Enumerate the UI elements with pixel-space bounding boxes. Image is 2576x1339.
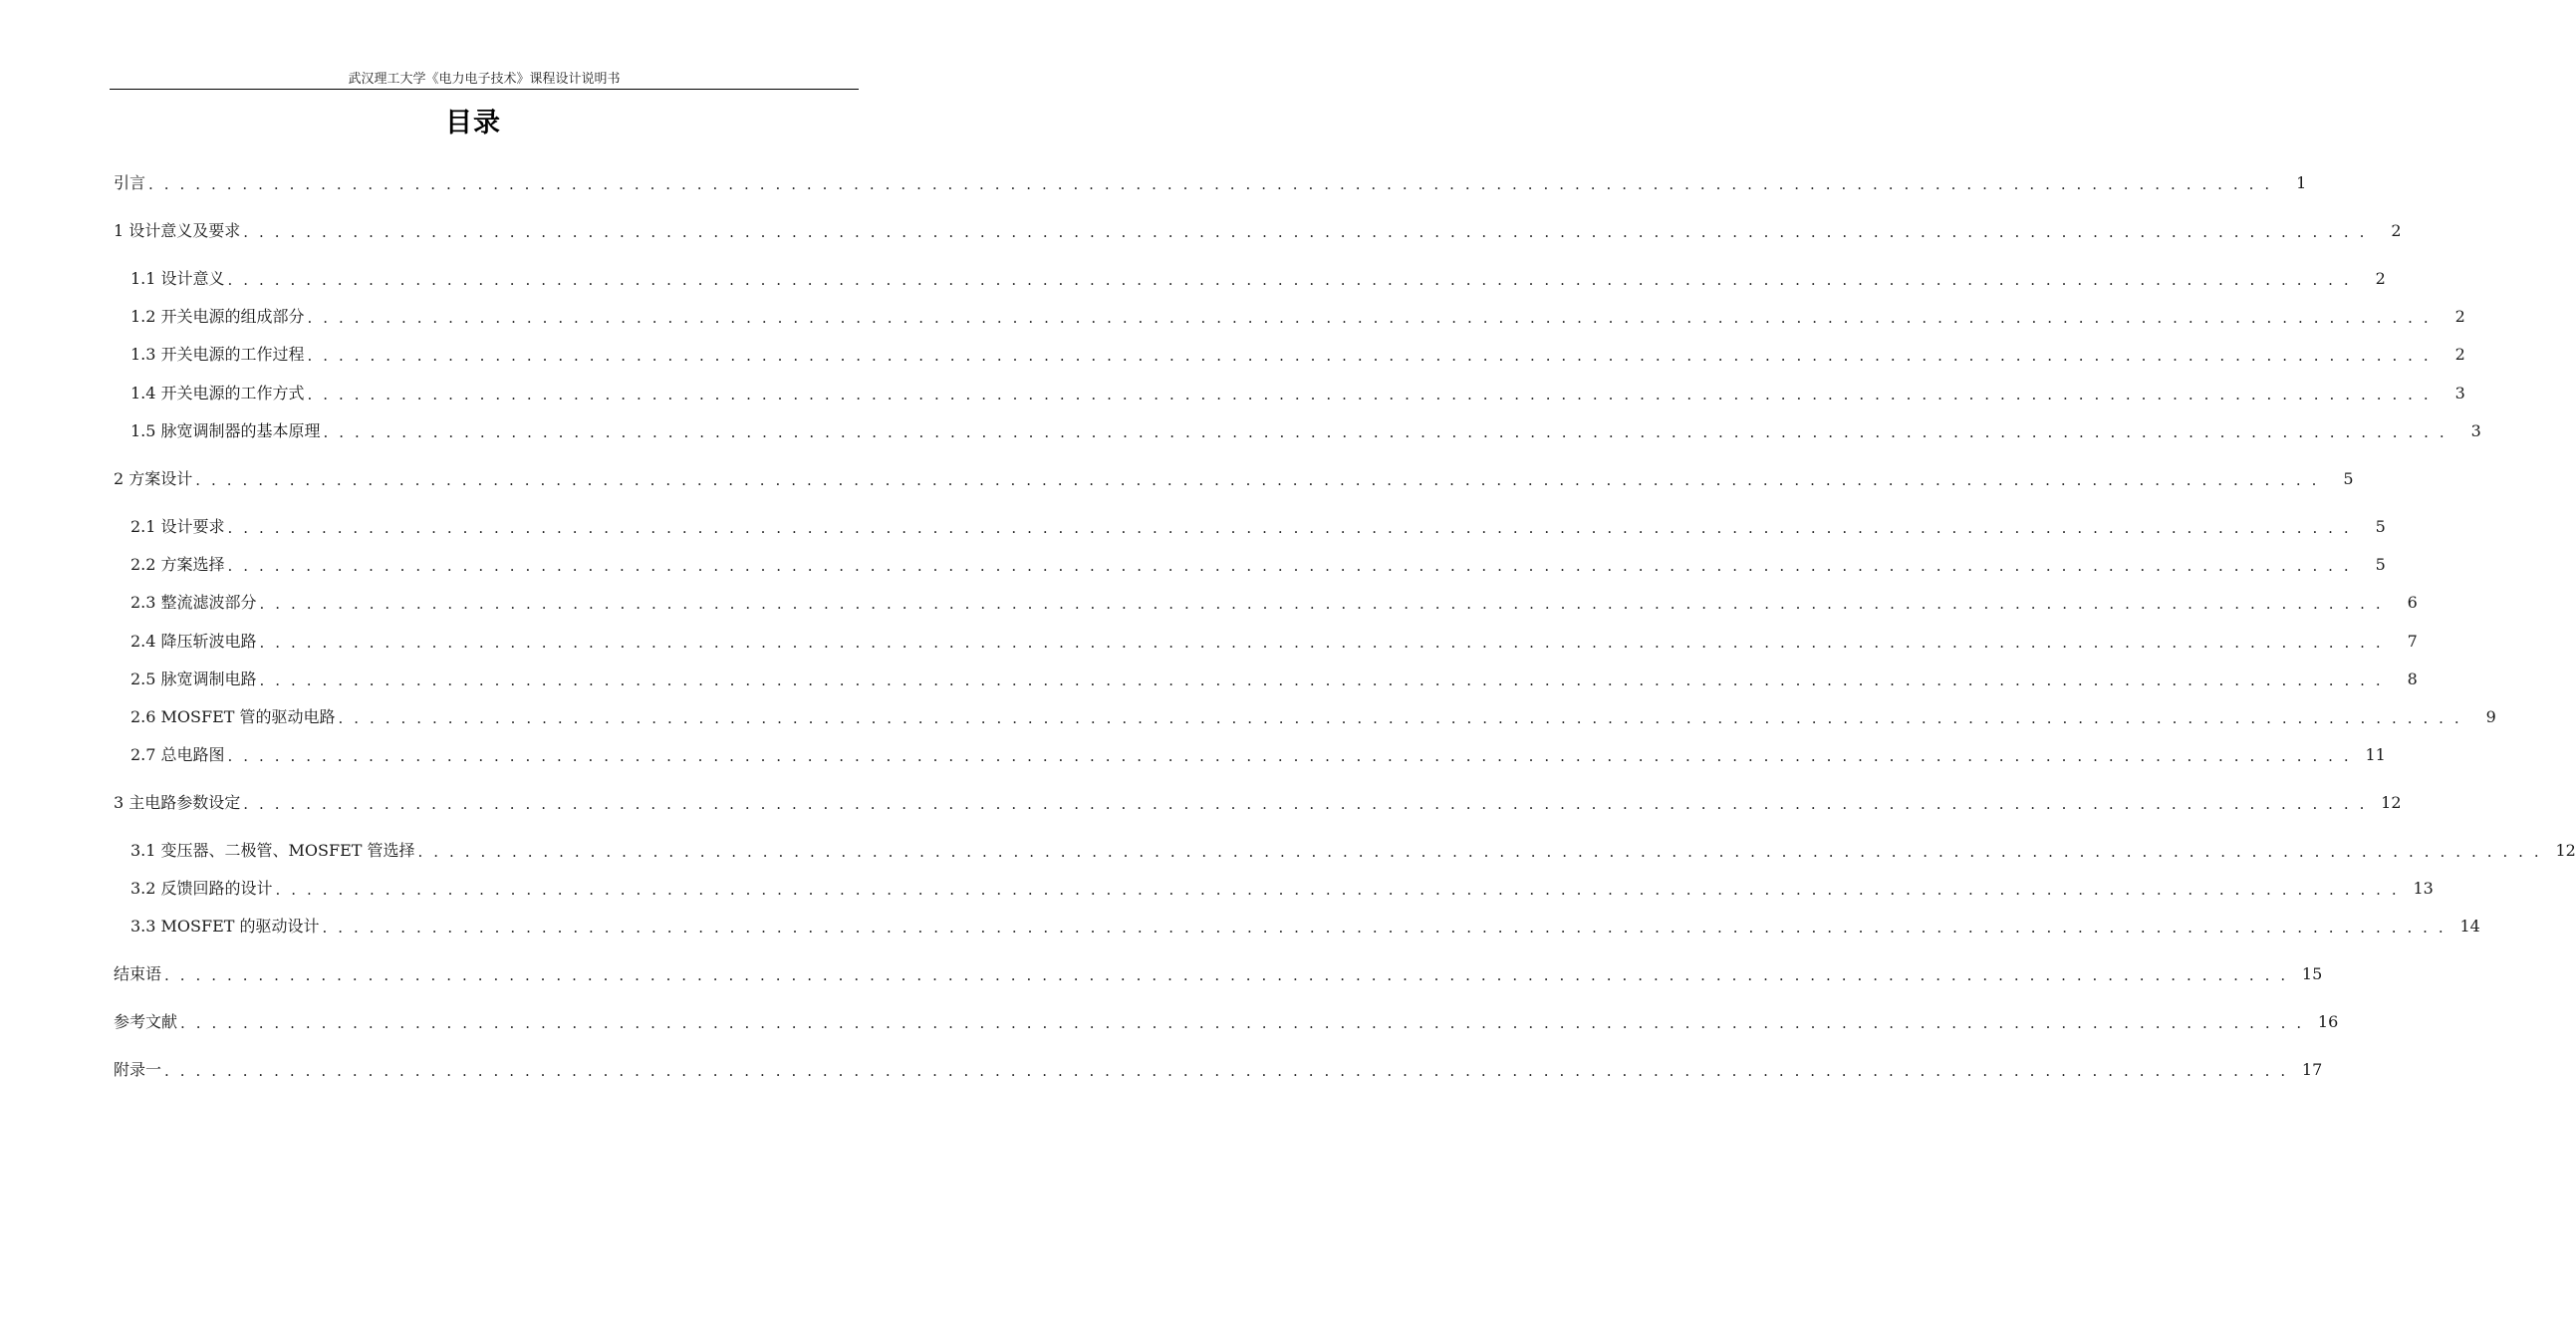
toc-title: 目录 <box>445 108 501 138</box>
dot-leader: . . . . . . . . . . . . . . . . . . . . . . . . . . . . . . . . . . . . . . . . . . . . . . . . . . . . . . . . . . . . . . . . . . . . . . . . . . . . . . . . . . . . . . . . . . . . . . . . . . . . . . . . . . . . . . . . . . . . . . . . . . . . . . . . . . . . . . . . <box>322 919 2447 937</box>
dot-leader: . . . . . . . . . . . . . . . . . . . . . . . . . . . . . . . . . . . . . . . . . . . . . . . . . . . . . . . . . . . . . . . . . . . . . . . . . . . . . . . . . . . . . . . . . . . . . . . . . . . . . . . . . . . . . . . . . . . . . . . . . . . . . . . . . . . . . . . . <box>338 709 2462 727</box>
dot-leader: . . . . . . . . . . . . . . . . . . . . . . . . . . . . . . . . . . . . . . . . . . . . . . . . . . . . . . . . . . . . . . . . . . . . . . . . . . . . . . . . . . . . . . . . . . . . . . . . . . . . . . . . . . . . . . . . . . . . . . . . . . . . . . . . . . . . . . . . <box>164 966 2289 984</box>
dot-leader: . . . . . . . . . . . . . . . . . . . . . . . . . . . . . . . . . . . . . . . . . . . . . . . . . . . . . . . . . . . . . . . . . . . . . . . . . . . . . . . . . . . . . . . . . . . . . . . . . . . . . . . . . . . . . . . . . . . . . . . . . . . . . . . . . . . . . . . . <box>243 223 2368 241</box>
toc-entry-label: 1.5 脉宽调制器的基本原理 <box>130 421 321 440</box>
toc-entry[interactable] <box>114 1010 2339 1034</box>
toc-entry-page: 13 <box>2413 879 2434 898</box>
toc-entry-label: 2.4 降压斩波电路 <box>130 632 257 651</box>
toc-entry-page: 9 <box>2485 707 2496 726</box>
toc-entry-page: 1 <box>2296 173 2307 192</box>
dot-leader: . . . . . . . . . . . . . . . . . . . . . . . . . . . . . . . . . . . . . . . . . . . . . . . . . . . . . . . . . . . . . . . . . . . . . . . . . . . . . . . . . . . . . . . . . . . . . . . . . . . . . . . . . . . . . . . . . . . . . . . . . . . . . . . . . . . . . . . . <box>259 671 2384 689</box>
toc-entry[interactable] <box>130 267 2386 291</box>
toc-entry-label: 2.3 整流滤波部分 <box>130 593 257 612</box>
dot-leader: . . . . . . . . . . . . . . . . . . . . . . . . . . . . . . . . . . . . . . . . . . . . . . . . . . . . . . . . . . . . . . . . . . . . . . . . . . . . . . . . . . . . . . . . . . . . . . . . . . . . . . . . . . . . . . . . . . . . . . . . . . . . . . . . . . . . . . . . <box>275 881 2400 899</box>
toc-entry-label: 引言 <box>114 173 146 192</box>
toc-entry[interactable] <box>130 515 2386 539</box>
toc-entry-page: 2 <box>2454 345 2465 364</box>
toc-entry[interactable] <box>114 219 2402 243</box>
toc-entry-page: 2 <box>2391 221 2402 240</box>
dot-leader: . . . . . . . . . . . . . . . . . . . . . . . . . . . . . . . . . . . . . . . . . . . . . . . . . . . . . . . . . . . . . . . . . . . . . . . . . . . . . . . . . . . . . . . . . . . . . . . . . . . . . . . . . . . . . . . . . . . . . . . . . . . . . . . . . . . . . . . . <box>227 557 2352 575</box>
toc-entry[interactable] <box>130 743 2386 767</box>
toc-entry[interactable] <box>130 382 2465 405</box>
toc-entry-label: 2.7 总电路图 <box>130 745 225 764</box>
toc-entry-label: 3.3 MOSFET 的驱动设计 <box>130 917 320 936</box>
toc-entry-page: 5 <box>2375 517 2386 536</box>
dot-leader: . . . . . . . . . . . . . . . . . . . . . . . . . . . . . . . . . . . . . . . . . . . . . . . . . . . . . . . . . . . . . . . . . . . . . . . . . . . . . . . . . . . . . . . . . . . . . . . . . . . . . . . . . . . . . . . . . . . . . . . . . . . . . . . . . . . . . . . . <box>180 1014 2305 1032</box>
toc-entry[interactable] <box>114 791 2402 815</box>
toc-entry-page: 12 <box>2555 841 2576 860</box>
toc-entry-page: 2 <box>2375 269 2386 288</box>
toc-entry-label: 1.2 开关电源的组成部分 <box>130 307 305 326</box>
toc-entry[interactable] <box>130 705 2496 729</box>
dot-leader: . . . . . . . . . . . . . . . . . . . . . . . . . . . . . . . . . . . . . . . . . . . . . . . . . . . . . . . . . . . . . . . . . . . . . . . . . . . . . . . . . . . . . . . . . . . . . . . . . . . . . . . . . . . . . . . . . . . . . . . . . . . . . . . . . . . . . . . . <box>323 423 2447 441</box>
toc-entry-label: 2.2 方案选择 <box>130 555 225 574</box>
toc-entry[interactable] <box>114 1058 2323 1082</box>
dot-leader: . . . . . . . . . . . . . . . . . . . . . . . . . . . . . . . . . . . . . . . . . . . . . . . . . . . . . . . . . . . . . . . . . . . . . . . . . . . . . . . . . . . . . . . . . . . . . . . . . . . . . . . . . . . . . . . . . . . . . . . . . . . . . . . . . . . . . . . . <box>148 175 2273 193</box>
toc-entry-page: 11 <box>2365 745 2386 764</box>
toc-entry-page: 5 <box>2375 555 2386 574</box>
toc-entry-label: 3 主电路参数设定 <box>114 793 241 812</box>
toc-entry-page: 16 <box>2317 1012 2339 1031</box>
toc-entry[interactable] <box>130 591 2418 615</box>
running-header: 武汉理工大学《电力电子技术》课程设计说明书 <box>348 72 621 87</box>
dot-leader: . . . . . . . . . . . . . . . . . . . . . . . . . . . . . . . . . . . . . . . . . . . . . . . . . . . . . . . . . . . . . . . . . . . . . . . . . . . . . . . . . . . . . . . . . . . . . . . . . . . . . . . . . . . . . . . . . . . . . . . . . . . . . . . . . . . . . . . . <box>307 347 2432 365</box>
toc-entry-page: 2 <box>2454 307 2465 326</box>
toc-entry[interactable] <box>130 915 2480 938</box>
dot-leader: . . . . . . . . . . . . . . . . . . . . . . . . . . . . . . . . . . . . . . . . . . . . . . . . . . . . . . . . . . . . . . . . . . . . . . . . . . . . . . . . . . . . . . . . . . . . . . . . . . . . . . . . . . . . . . . . . . . . . . . . . . . . . . . . . . . . . . . . <box>227 271 2352 289</box>
toc-entry-label: 2.6 MOSFET 管的驱动电路 <box>130 707 336 726</box>
dot-leader: . . . . . . . . . . . . . . . . . . . . . . . . . . . . . . . . . . . . . . . . . . . . . . . . . . . . . . . . . . . . . . . . . . . . . . . . . . . . . . . . . . . . . . . . . . . . . . . . . . . . . . . . . . . . . . . . . . . . . . . . . . . . . . . . . . . . . . . . <box>195 471 2320 489</box>
dot-leader: . . . . . . . . . . . . . . . . . . . . . . . . . . . . . . . . . . . . . . . . . . . . . . . . . . . . . . . . . . . . . . . . . . . . . . . . . . . . . . . . . . . . . . . . . . . . . . . . . . . . . . . . . . . . . . . . . . . . . . . . . . . . . . . . . . . . . . . . <box>307 309 2432 327</box>
toc-entry-label: 参考文献 <box>114 1012 178 1031</box>
toc-entry-label: 2.5 脉宽调制电路 <box>130 670 257 688</box>
toc-entry-page: 12 <box>2381 793 2402 812</box>
toc-entry-page: 14 <box>2459 917 2480 936</box>
toc-entry[interactable] <box>130 419 2481 443</box>
toc-entry-label: 结束语 <box>114 964 162 983</box>
toc-entry-label: 3.2 反馈回路的设计 <box>130 879 273 898</box>
toc-entry-label: 附录一 <box>114 1060 162 1079</box>
dot-leader: . . . . . . . . . . . . . . . . . . . . . . . . . . . . . . . . . . . . . . . . . . . . . . . . . . . . . . . . . . . . . . . . . . . . . . . . . . . . . . . . . . . . . . . . . . . . . . . . . . . . . . . . . . . . . . . . . . . . . . . . . . . . . . . . . . . . . . . . <box>227 519 2352 537</box>
toc-entry-label: 1 设计意义及要求 <box>114 221 241 240</box>
toc-entry[interactable] <box>130 877 2434 901</box>
toc-entry-page: 7 <box>2407 632 2418 651</box>
toc-entry-label: 2 方案设计 <box>114 469 193 488</box>
toc-entry[interactable] <box>114 171 2307 195</box>
dot-leader: . . . . . . . . . . . . . . . . . . . . . . . . . . . . . . . . . . . . . . . . . . . . . . . . . . . . . . . . . . . . . . . . . . . . . . . . . . . . . . . . . . . . . . . . . . . . . . . . . . . . . . . . . . . . . . . . . . . . . . . . . . . . . . . . . . . . . . . . <box>164 1062 2289 1080</box>
toc-entry-page: 5 <box>2343 469 2354 488</box>
toc-entry-label: 1.1 设计意义 <box>130 269 225 288</box>
toc-entry-page: 6 <box>2407 593 2418 612</box>
toc-entry[interactable] <box>130 305 2465 329</box>
dot-leader: . . . . . . . . . . . . . . . . . . . . . . . . . . . . . . . . . . . . . . . . . . . . . . . . . . . . . . . . . . . . . . . . . . . . . . . . . . . . . . . . . . . . . . . . . . . . . . . . . . . . . . . . . . . . . . . . . . . . . . . . . . . . . . . . . . . . . . . . <box>259 595 2384 613</box>
toc-entry-page: 8 <box>2407 670 2418 688</box>
dot-leader: . . . . . . . . . . . . . . . . . . . . . . . . . . . . . . . . . . . . . . . . . . . . . . . . . . . . . . . . . . . . . . . . . . . . . . . . . . . . . . . . . . . . . . . . . . . . . . . . . . . . . . . . . . . . . . . . . . . . . . . . . . . . . . . . . . . . . . . . <box>417 843 2542 861</box>
toc-entry-label: 2.1 设计要求 <box>130 517 225 536</box>
dot-leader: . . . . . . . . . . . . . . . . . . . . . . . . . . . . . . . . . . . . . . . . . . . . . . . . . . . . . . . . . . . . . . . . . . . . . . . . . . . . . . . . . . . . . . . . . . . . . . . . . . . . . . . . . . . . . . . . . . . . . . . . . . . . . . . . . . . . . . . . <box>227 747 2352 765</box>
toc-entry-label: 1.3 开关电源的工作过程 <box>130 345 305 364</box>
dot-leader: . . . . . . . . . . . . . . . . . . . . . . . . . . . . . . . . . . . . . . . . . . . . . . . . . . . . . . . . . . . . . . . . . . . . . . . . . . . . . . . . . . . . . . . . . . . . . . . . . . . . . . . . . . . . . . . . . . . . . . . . . . . . . . . . . . . . . . . . <box>307 386 2432 403</box>
dot-leader: . . . . . . . . . . . . . . . . . . . . . . . . . . . . . . . . . . . . . . . . . . . . . . . . . . . . . . . . . . . . . . . . . . . . . . . . . . . . . . . . . . . . . . . . . . . . . . . . . . . . . . . . . . . . . . . . . . . . . . . . . . . . . . . . . . . . . . . . <box>259 634 2384 652</box>
toc-entry-page: 3 <box>2454 384 2465 402</box>
toc-entry-page: 15 <box>2301 964 2323 983</box>
toc-entry-label: 3.1 变压器、二极管、MOSFET 管选择 <box>130 841 415 860</box>
dot-leader: . . . . . . . . . . . . . . . . . . . . . . . . . . . . . . . . . . . . . . . . . . . . . . . . . . . . . . . . . . . . . . . . . . . . . . . . . . . . . . . . . . . . . . . . . . . . . . . . . . . . . . . . . . . . . . . . . . . . . . . . . . . . . . . . . . . . . . . . <box>243 795 2368 813</box>
toc-entry[interactable] <box>130 839 2576 863</box>
toc-entry[interactable] <box>130 553 2386 577</box>
toc-entry-label: 1.4 开关电源的工作方式 <box>130 384 305 402</box>
toc-entry[interactable] <box>114 467 2354 491</box>
toc-entry[interactable] <box>130 630 2418 654</box>
toc-entry[interactable] <box>130 668 2418 691</box>
toc-entry-page: 3 <box>2470 421 2481 440</box>
toc-entry[interactable] <box>114 962 2323 986</box>
toc-entry[interactable] <box>130 343 2465 367</box>
toc-entry-page: 17 <box>2301 1060 2323 1079</box>
